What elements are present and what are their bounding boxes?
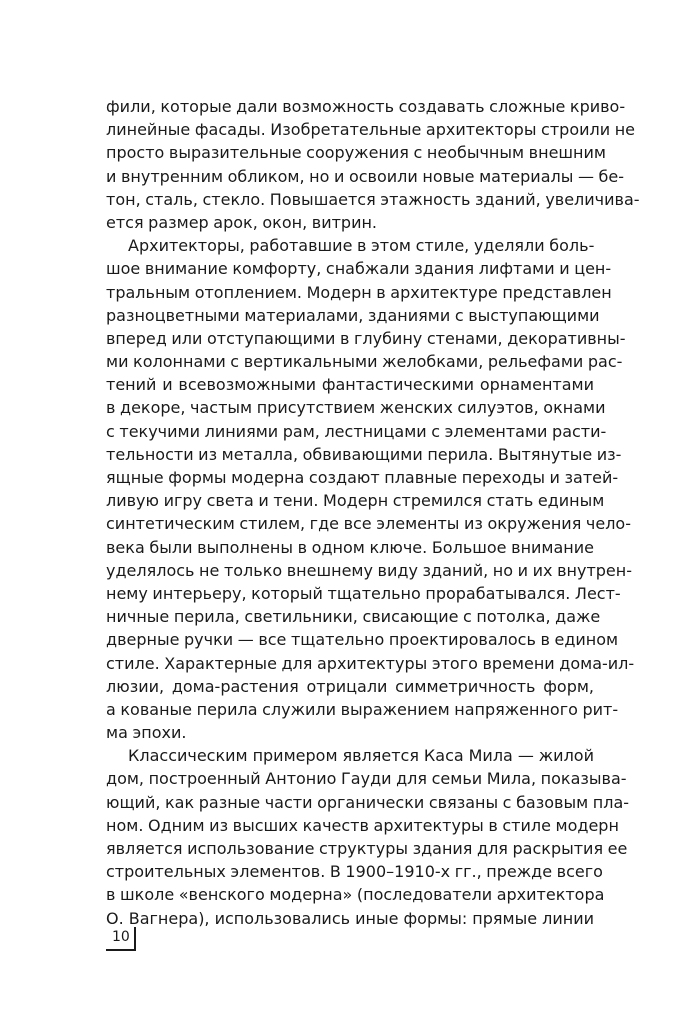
text-line: Архитекторы, работавшие в этом стиле, уделяли боль-	[128, 236, 595, 256]
text-line: нему интерьеру, который тщательно прорабатывался. Лест-	[106, 583, 621, 603]
text-line: в школе «венского модерна» (последователи архитектора	[106, 885, 605, 905]
text-line: тельности из металла, обвивающими перила. Вытянутые из-	[106, 444, 622, 464]
text-line: дверные ручки — все тщательно проектировалось в едином	[106, 630, 619, 650]
text-line: разноцветными материалами, зданиями с выступающими	[106, 305, 600, 325]
text-line: просто выразительные сооружения с необычным внешним	[106, 143, 606, 163]
text-line: шое внимание комфорту, снабжали здания лифтами и цен-	[106, 259, 612, 279]
text-line: является использование структуры здания для раскрытия ее	[106, 839, 628, 858]
text-line: фили, которые дали возможность создавать сложные криво-	[106, 97, 626, 116]
text-line: ливую игру света и тени. Модерн стремился стать единым	[106, 491, 605, 511]
text-line: в декоре, частым присутствием женских силуэтов, окнами	[106, 398, 606, 418]
text-line: люзии, дома-растения отрицали симметричность форм,	[106, 676, 594, 696]
text-line: тон, сталь, стекло. Повышается этажность зданий, увеличива-	[106, 189, 640, 209]
text-line: а кованые перила служили выражением напряженного рит-	[106, 699, 619, 719]
body-text	[106, 95, 640, 930]
text-line: линейные фасады. Изобретательные архитекторы строили не	[106, 120, 636, 140]
text-line: стиле. Характерные для архитектуры этого времени дома-ил-	[106, 653, 635, 673]
text-line: ми колоннами с вертикальными желобками, рельефами рас-	[106, 352, 623, 372]
text-line: вперед или отступающими в глубину стенами, декоративны-	[106, 328, 626, 348]
text-line: ется размер арок, окон, витрин.	[106, 212, 378, 232]
text-line: и внутренним обликом, но и освоили новые материалы — бе-	[106, 166, 625, 186]
text-line: ющий, как разные части органически связаны с базовым пла-	[106, 792, 630, 812]
text-line: дом, построенный Антонио Гауди для семьи Мила, показыва-	[106, 769, 627, 789]
text-line: строительных элементов. В 1900–1910-х гг., прежде всего	[106, 862, 603, 882]
text-line: ма эпохи.	[106, 723, 187, 743]
text-line: века были выполнены в одном ключе. Большое внимание	[106, 537, 594, 557]
page-number-box	[106, 927, 136, 951]
text-line: ном. Одним из высших качеств архитектуры в стиле модерн	[106, 815, 619, 835]
page-number: 10	[112, 929, 130, 945]
text-line: О. Вагнера), использовались иные формы: прямые линии	[106, 908, 594, 928]
text-line: Классическим примером является Каса Мила — жилой	[128, 746, 594, 766]
text-line: уделялось не только внешнему виду зданий, но и их внутрен-	[106, 560, 632, 580]
text-line: ничные перила, светильники, свисающие с потолка, даже	[106, 607, 601, 627]
text-line: синтетическим стилем, где все элементы из окружения чело-	[106, 514, 631, 534]
text-line: тений и всевозможными фантастическими орнаментами	[106, 375, 594, 395]
text-line: ящные формы модерна создают плавные переходы и затей-	[106, 468, 619, 487]
text-line: с текучими линиями рам, лестницами с элементами расти-	[106, 421, 607, 441]
text-line: тральным отоплением. Модерн в архитектуре представлен	[106, 282, 612, 302]
